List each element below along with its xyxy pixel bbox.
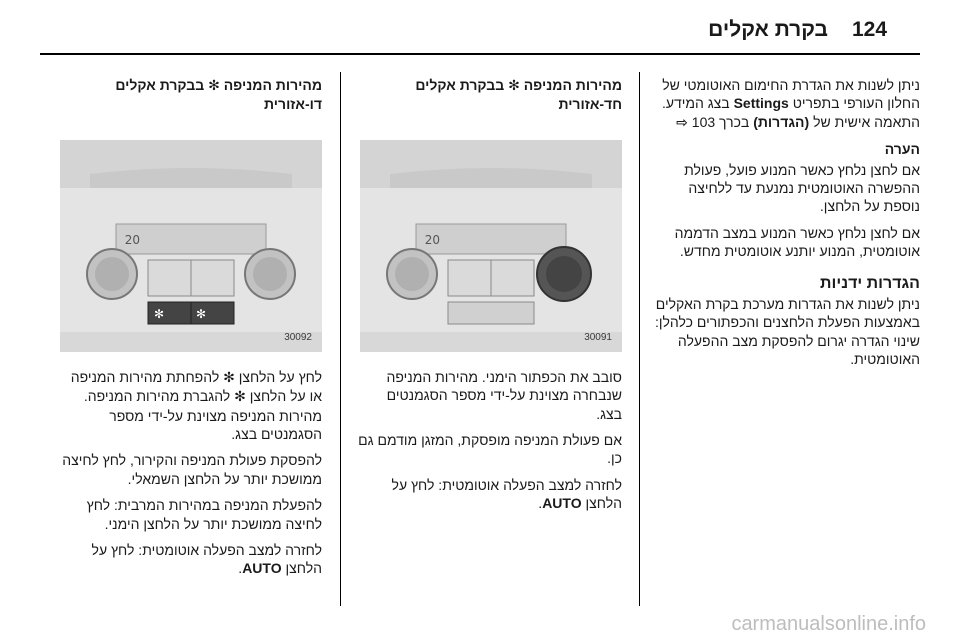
- text-run: .: [538, 495, 543, 512]
- text-run: לחזרה למצב הפעלה אוטומטית: לחץ על הלחצן: [91, 542, 322, 577]
- text-run: בבקרת אקלים דו-אזורית: [115, 77, 322, 113]
- header-rule: [40, 53, 920, 55]
- body-paragraph: [358, 476, 622, 513]
- photo-id: 30091: [584, 332, 612, 344]
- svg-text:20: 20: [124, 232, 140, 247]
- text-run: בצג המידע. התאמה אישית של: [661, 95, 920, 130]
- column-divider: [639, 72, 640, 606]
- body-paragraph: [58, 368, 322, 444]
- column-middle: [358, 76, 622, 521]
- body-paragraph: [58, 541, 322, 578]
- settings-term: Settings: [733, 95, 789, 112]
- section-heading: [358, 76, 622, 114]
- settings-term-hebrew: (הגדרות): [753, 113, 810, 130]
- control-panel-photo: [60, 140, 322, 352]
- svg-text:✻: ✻: [195, 306, 206, 321]
- note-paragraph: אם לחצן נלחץ כאשר המנוע במצב הדממה אוטומטית, המנוע יותנע אוטומטית מחדש.: [674, 224, 920, 260]
- text-run: לחזרה למצב הפעלה אוטומטית: לחץ על הלחצן: [391, 476, 622, 512]
- section-title: בקרת אקלים: [708, 18, 828, 41]
- note-paragraph: אם לחצן נלחץ כאשר המנוע פועל, פעולת ההפשרה האוטומטית נמנעת עד ללחיצה נוספת על הלחצן.: [684, 161, 920, 215]
- fan-icon: ✻: [508, 78, 520, 94]
- column-right: [652, 76, 920, 377]
- text-run: מהירות המניפה: [519, 77, 622, 93]
- svg-text:20: 20: [424, 232, 440, 247]
- fan-icon: ✻: [223, 369, 235, 386]
- intro-paragraph: [652, 76, 920, 132]
- svg-text:✻: ✻: [153, 306, 164, 321]
- photo-id: 30092: [284, 332, 312, 344]
- text-run: בבקרת אקלים חד-אזורית: [415, 77, 622, 113]
- fan-icon: ✻: [234, 389, 246, 406]
- text-run: להגברת מהירות המניפה. מהירות המניפה מצוינת על-ידי מספר הסגמנטים בצג.: [83, 388, 322, 443]
- text-run: להפחתת מהירות המניפה או על הלחצן: [70, 368, 322, 405]
- watermark: carmanualsonline.info: [731, 613, 926, 635]
- auto-button-label: AUTO: [242, 560, 282, 577]
- text-run: מהירות המניפה: [219, 77, 322, 93]
- body-paragraph: סובב את הכפתור הימני. מהירות המניפה שנבחרה מצוינת על-ידי מספר הסגמנטים בצג.: [386, 368, 622, 422]
- text-run: לחץ על הלחצן: [234, 368, 322, 385]
- note-title: הערה: [884, 141, 920, 158]
- body-paragraph: להפעלת המניפה במהירות המרבית: לחץ לחיצה ממושכת יותר על הלחצן הימני.: [86, 497, 322, 532]
- page-number: 124: [852, 18, 888, 41]
- fan-icon: ✻: [208, 78, 220, 94]
- manual-settings-paragraph: ניתן לשנות את הגדרות מערכת בקרת האקלים באמצעות הפעלת הלחצנים והכפתורים כלהלן: שינוי הגדרה יגרום להפסקת מצב ההפעלה האוטומטית.: [654, 296, 920, 368]
- body-paragraph: אם פעולת המניפה מופסקת, המזגן מודמם גם כן.: [358, 432, 622, 467]
- reference-arrow-icon: ⇨: [676, 114, 688, 131]
- control-panel-photo: [360, 140, 622, 352]
- column-left: [58, 76, 322, 586]
- section-heading: [58, 76, 322, 114]
- text-run: בכרך 103: [687, 113, 754, 130]
- manual-settings-heading: הגדרות ידניות: [820, 274, 920, 292]
- body-paragraph: להפסקת פעולת המניפה והקירור, לחץ לחיצה ממושכת יותר על הלחצן השמאלי.: [62, 452, 322, 487]
- text-run: ניתן לשנות את הגדרת החימום האוטומטי של החלון העורפי בתפריט: [662, 77, 920, 112]
- page-header: [0, 0, 960, 58]
- auto-button-label: AUTO: [542, 495, 582, 512]
- column-divider: [340, 72, 341, 606]
- text-run: .: [238, 560, 243, 577]
